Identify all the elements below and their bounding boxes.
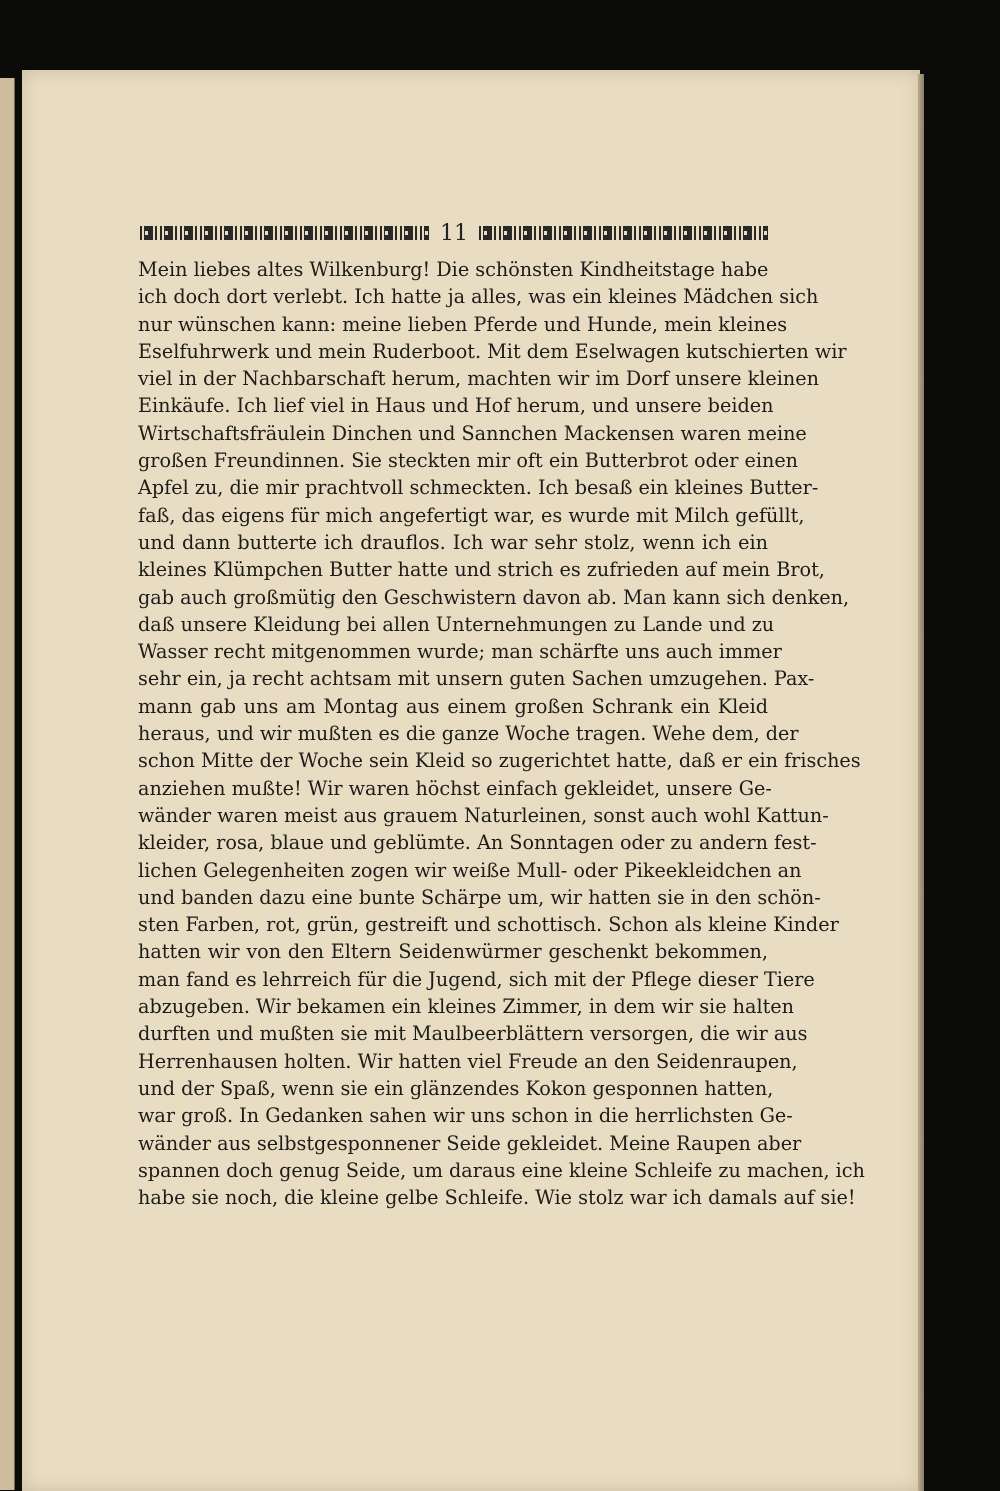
text-line: durften und mußten sie mit Maulbeerblättern versorgen, die wir aus bbox=[138, 1022, 808, 1046]
text-line: viel in der Nachbarschaft herum, machten wir im Dorf unsere kleinen bbox=[138, 367, 819, 391]
text-line: Herrenhausen holten. Wir hatten viel Freude an den Seidenraupen, bbox=[138, 1049, 798, 1073]
text-line: und der Spaß, wenn sie ein glänzendes Kokon gesponnen hatten, bbox=[138, 1076, 774, 1100]
text-line: spannen doch genug Seide, um daraus eine kleine Schleife zu machen, ich bbox=[138, 1158, 865, 1182]
text-line: wänder aus selbstgesponnener Seide gekleidet. Meine Raupen aber bbox=[138, 1131, 802, 1155]
page-number: 11 bbox=[440, 220, 468, 246]
text-line: Mein liebes altes Wilkenburg! Die schönsten Kindheitstage habe bbox=[138, 258, 769, 281]
text-line: nur wünschen kann: meine lieben Pferde und Hunde, mein kleines bbox=[138, 312, 788, 336]
text-line: sten Farben, rot, grün, gestreift und schottisch. Schon als kleine Kinder bbox=[138, 913, 839, 937]
text-line: Eselfuhrwerk und mein Ruderboot. Mit dem Eselwagen kutschierten wir bbox=[138, 339, 847, 363]
text-line: hatten wir von den Eltern Seidenwürmer geschenkt bekommen, bbox=[138, 940, 768, 964]
text-line: schon Mitte der Woche sein Kleid so zugerichtet hatte, daß er ein frisches bbox=[138, 749, 861, 773]
text-line: kleider, rosa, blaue und geblümte. An Sonntagen oder zu andern fest- bbox=[138, 831, 817, 855]
text-line: Wasser recht mitgenommen wurde; man schärfte uns auch immer bbox=[138, 640, 782, 664]
left-page-edge bbox=[0, 78, 15, 1490]
text-line: sehr ein, ja recht achtsam mit unsern guten Sachen umzugehen. Pax- bbox=[138, 667, 815, 691]
text-line: und banden dazu eine bunte Schärpe um, wir hatten sie in den schön- bbox=[138, 885, 821, 909]
text-line: anziehen mußte! Wir waren höchst einfach gekleidet, unsere Ge- bbox=[138, 776, 772, 800]
text-line: gab auch großmütig den Geschwistern davon ab. Man kann sich denken, bbox=[138, 585, 850, 609]
text-line: man fand es lehrreich für die Jugend, sich mit der Pflege dieser Tiere bbox=[138, 967, 815, 991]
text-line: faß, das eigens für mich angefertigt war, es wurde mit Milch gefüllt, bbox=[138, 503, 805, 527]
text-line: wänder waren meist aus grauem Naturleinen, sonst auch wohl Kattun- bbox=[138, 803, 829, 827]
text-line: kleines Klümpchen Butter hatte und strich es zufrieden auf mein Brot, bbox=[138, 558, 825, 582]
text-line: Wirtschaftsfräulein Dinchen und Sannchen Mackensen waren meine bbox=[138, 421, 807, 445]
text-line: mann gab uns am Montag aus einem großen Schrank ein Kleid bbox=[138, 694, 768, 718]
text-line: ich doch dort verlebt. Ich hatte ja alles, was ein kleines Mädchen sich bbox=[138, 285, 819, 309]
text-line: heraus, und wir mußten es die ganze Woche tragen. Wehe dem, der bbox=[138, 722, 799, 746]
page-edge-shadow bbox=[918, 74, 924, 1491]
text-line: war groß. In Gedanken sahen wir uns schon in die herrlichsten Ge- bbox=[138, 1104, 793, 1128]
text-line: und dann butterte ich drauflos. Ich war sehr stolz, wenn ich ein bbox=[138, 530, 768, 554]
body-text bbox=[138, 256, 865, 1211]
text-line: daß unsere Kleidung bei allen Unternehmungen zu Lande und zu bbox=[138, 612, 775, 636]
header-ornament-left bbox=[140, 226, 429, 240]
text-line: lichen Gelegenheiten zogen wir weiße Mull- oder Pikeekleidchen an bbox=[138, 858, 802, 882]
header-ornament-right bbox=[479, 226, 768, 240]
page-header bbox=[140, 222, 768, 244]
text-line: Einkäufe. Ich lief viel in Haus und Hof herum, und unsere beiden bbox=[138, 394, 774, 418]
text-line: abzugeben. Wir bekamen ein kleines Zimmer, in dem wir sie halten bbox=[138, 995, 795, 1019]
text-line: habe sie noch, die kleine gelbe Schleife. Wie stolz war ich damals auf sie! bbox=[138, 1186, 856, 1210]
text-line: großen Freundinnen. Sie steckten mir oft ein Butterbrot oder einen bbox=[138, 449, 799, 473]
text-line: Apfel zu, die mir prachtvoll schmeckten. Ich besaß ein kleines Butter- bbox=[138, 476, 819, 500]
